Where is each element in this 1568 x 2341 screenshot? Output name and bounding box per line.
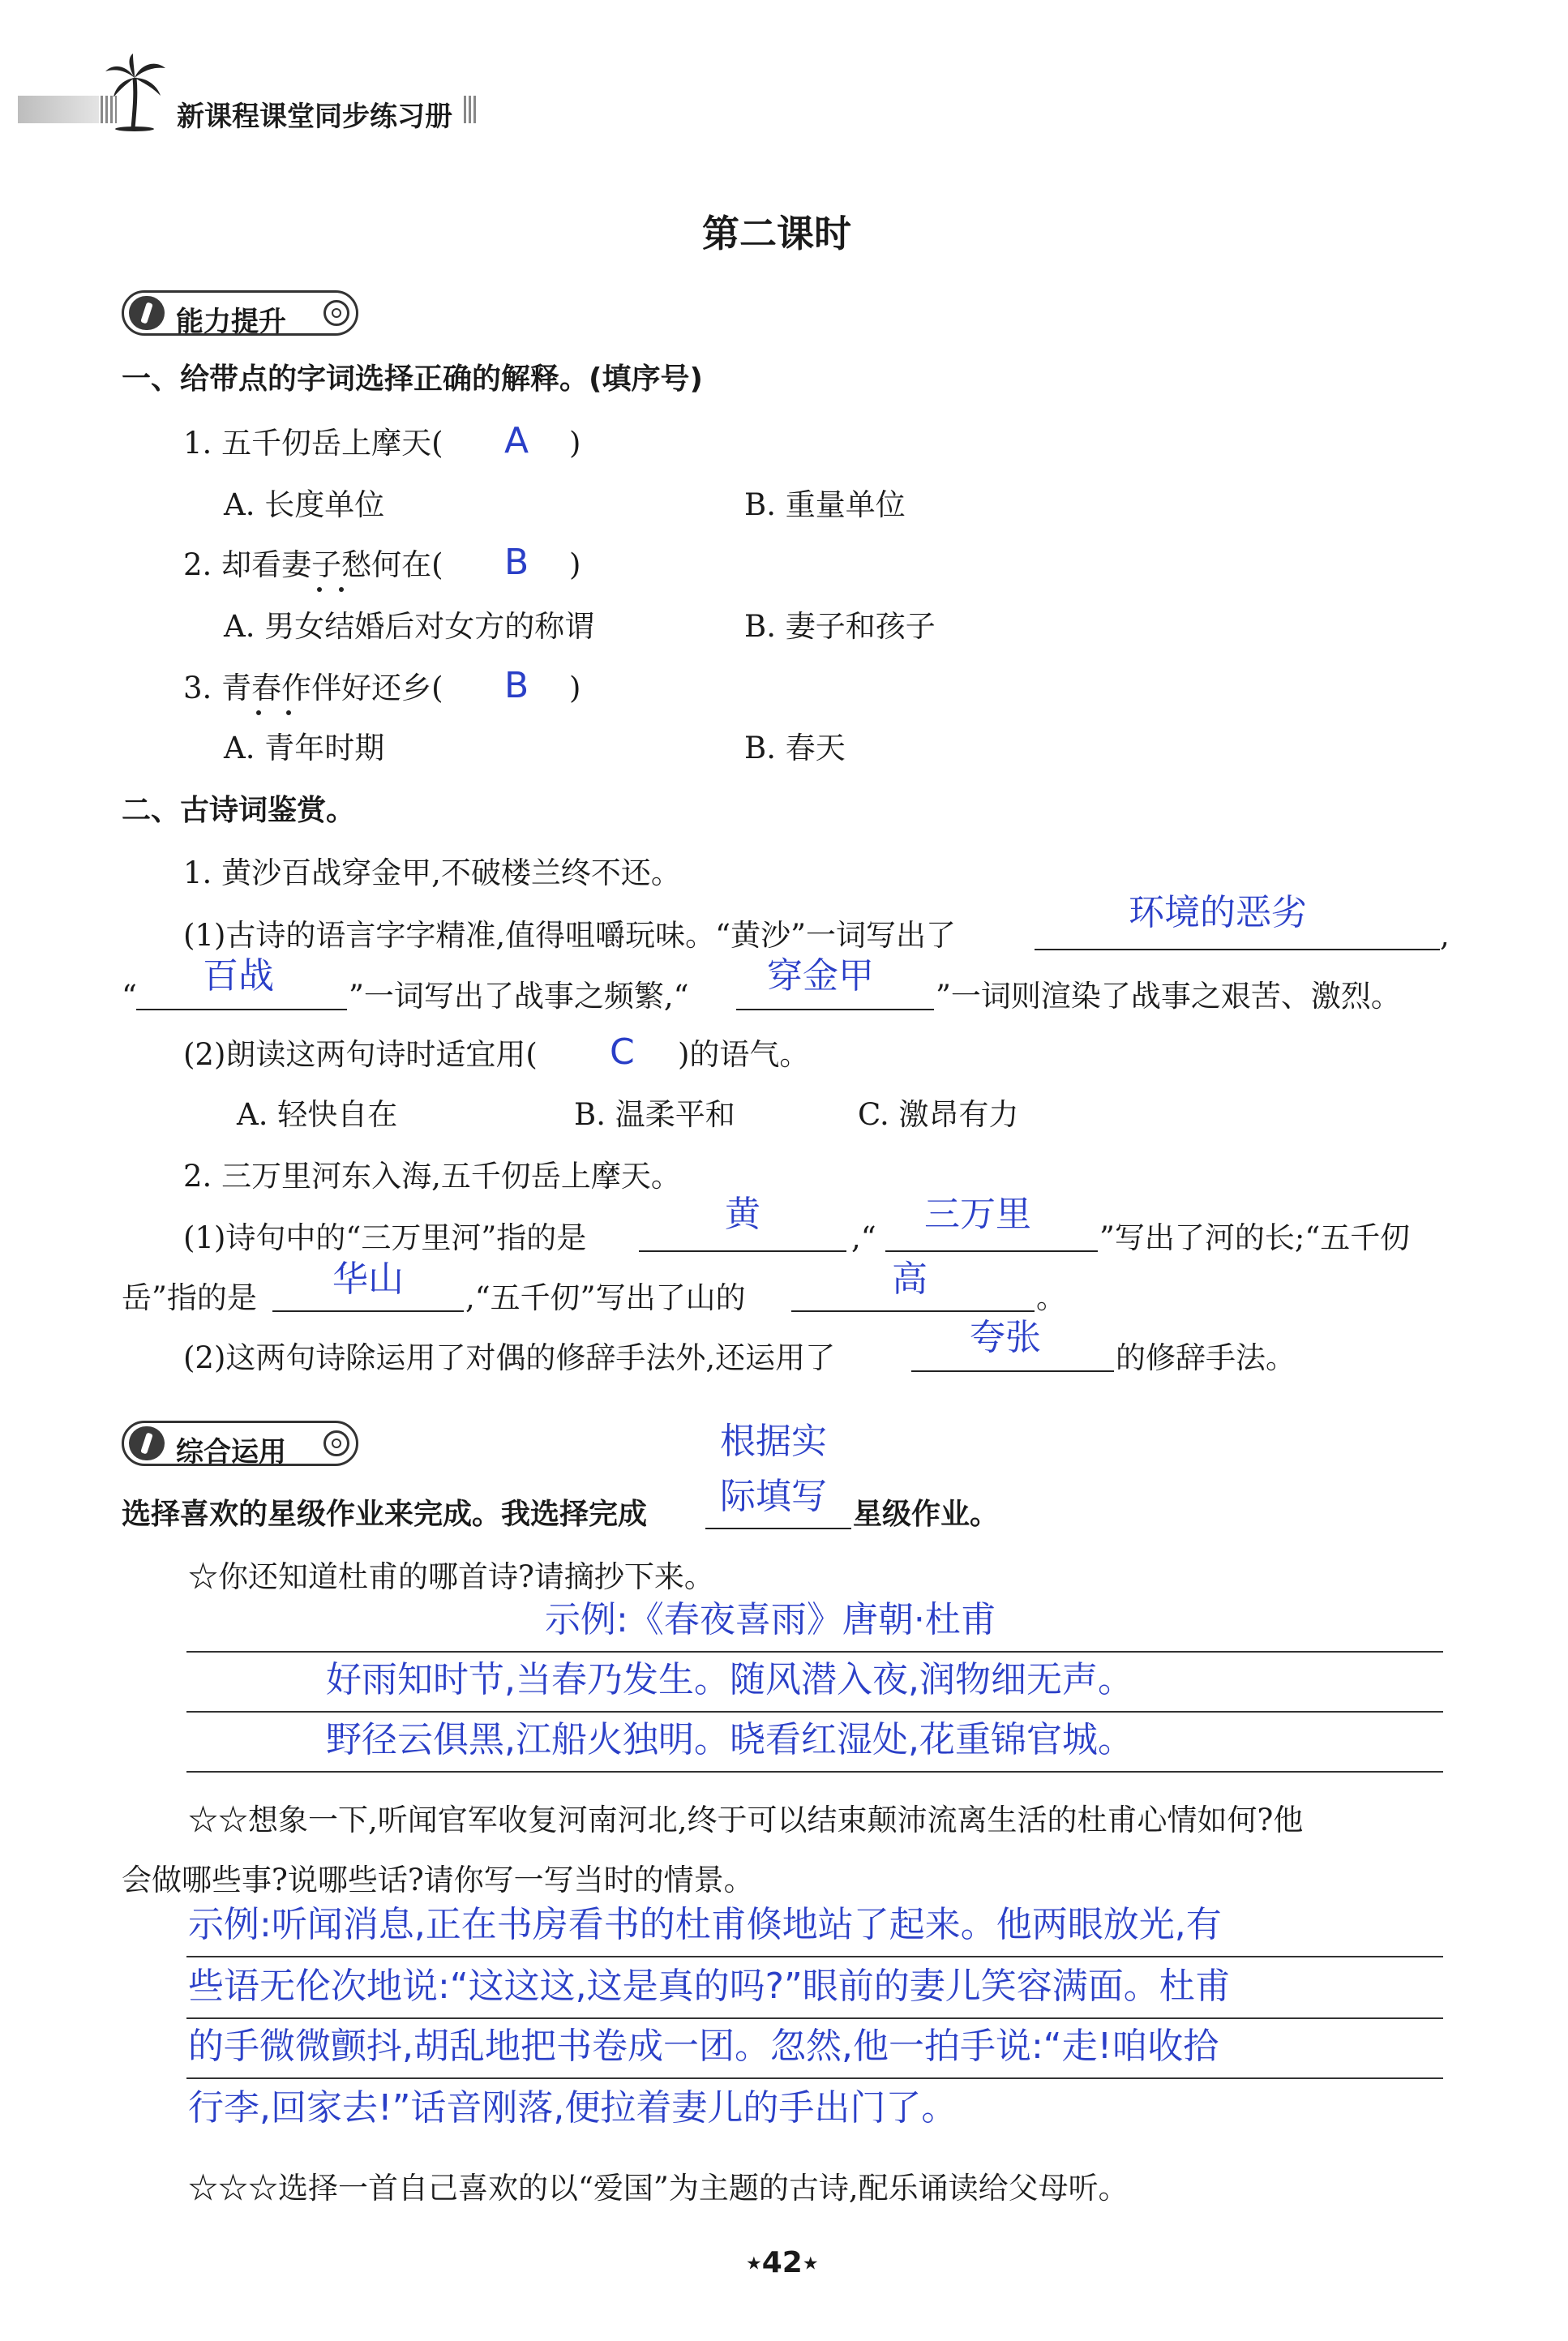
- page-number-text: 42: [761, 2246, 803, 2279]
- emphasis-dot: [256, 710, 261, 715]
- blank-line: [885, 1250, 1098, 1252]
- q2-p1-open-quote: “: [122, 979, 137, 1014]
- q2-p1-comma: ,: [1440, 918, 1450, 953]
- q3-star1-answer-line1: 示例:《春夜喜雨》唐朝·杜甫: [545, 1599, 996, 1640]
- q3-star2-line2: 会做哪些事?说哪些话?请你写一写当时的情景。: [122, 1863, 754, 1897]
- q2-p2-line2c: 。: [1036, 1280, 1066, 1315]
- q1-item2-opt-a: A. 男女结婚后对女方的称谓: [224, 609, 595, 644]
- q1-item1-answer: A: [504, 420, 529, 461]
- q2-p2-line2b: ,“五千仞”写出了山的: [465, 1280, 746, 1315]
- q3-star2-answer-line3: 的手微微颤抖,胡乱地把书卷成一团。忽然,他一拍手说:“走!咱收拾: [188, 2026, 1219, 2067]
- q3-star1: ☆你还知道杜甫的哪首诗?请摘抄下来。: [188, 1559, 714, 1594]
- q2-p2-line3a: (2)这两句诗除运用了对偶的修辞手法外,还运用了: [183, 1340, 836, 1375]
- blank-line: [1035, 949, 1440, 950]
- answer-rule: [186, 1771, 1443, 1773]
- q2-p1-answer4: C: [610, 1031, 635, 1073]
- answer-rule: [186, 1651, 1443, 1653]
- q3-intro-answer-line1: 根据实: [720, 1421, 827, 1462]
- q2-p2-line1a: (1)诗句中的“三万里河”指的是: [183, 1220, 587, 1255]
- q1-item2-answer: B: [504, 542, 529, 583]
- section-label-text: 综合运用: [176, 1436, 286, 1468]
- q2-p1-mid: ”一词写出了战事之频繁,“: [349, 979, 689, 1014]
- star-icon: ★: [802, 2253, 819, 2275]
- q1-item2-opt-b: B. 妻子和孩子: [744, 609, 936, 644]
- q1-item3-opt-a: A. 青年时期: [224, 731, 385, 765]
- q2-p2-line2a: 岳”指的是: [122, 1280, 257, 1315]
- answer-rule: [186, 2077, 1443, 2079]
- q2-p2-answer3: 华山: [332, 1258, 404, 1300]
- ring-icon: [323, 1430, 349, 1456]
- series-title: 新课程课堂同步练习册: [177, 101, 452, 133]
- blank-line: [736, 1009, 934, 1010]
- answer-rule: [186, 2017, 1443, 2019]
- q2-p1-answer3: 穿金甲: [767, 955, 874, 997]
- q3-star1-answer-line2: 好雨知时节,当春乃发生。随风潜入夜,润物细无声。: [326, 1659, 1133, 1700]
- blank-line: [791, 1310, 1035, 1312]
- q1-item1-stem: 1. 五千仞岳上摩天(: [183, 426, 443, 461]
- pencil-icon: [129, 1426, 165, 1460]
- q1-item1-opt-a: A. 长度单位: [224, 487, 385, 522]
- q1-item3-answer: B: [504, 665, 529, 706]
- q2-p2-line1c: ”写出了河的长;“五千仞: [1099, 1220, 1411, 1255]
- q3-star1-answer-line3: 野径云俱黑,江船火独明。晓看红湿处,花重锦官城。: [326, 1719, 1133, 1760]
- header-stripes-right: [464, 96, 477, 123]
- q2-p2-line1b: ,“: [851, 1220, 876, 1255]
- q2-p2-line3b: 的修辞手法。: [1116, 1340, 1296, 1375]
- emphasis-dot: [317, 587, 322, 592]
- q2-poem2: 2. 三万里河东入海,五千仞岳上摩天。: [183, 1159, 681, 1194]
- q2-p1-end: ”一词则渲染了战事之艰苦、激烈。: [936, 979, 1401, 1014]
- q1-item2-stem: 2. 却看妻子愁何在(: [183, 547, 443, 582]
- q2-p1-line3: (2)朗读这两句诗时适宜用(: [183, 1037, 538, 1072]
- q1-title: 一、给带点的字词选择正确的解释。(填序号): [122, 362, 703, 396]
- q3-star2-answer-line2: 些语无伦次地说:“这这这,这是真的吗?”眼前的妻儿笑容满面。杜甫: [188, 1966, 1231, 2007]
- q2-p2-answer5: 夸张: [970, 1317, 1041, 1358]
- q3-intro-answer-line2: 际填写: [720, 1476, 827, 1517]
- q1-item3-opt-b: B. 春天: [744, 731, 846, 765]
- blank-line: [136, 1009, 347, 1010]
- q2-title: 二、古诗词鉴赏。: [122, 794, 356, 827]
- emphasis-dot: [339, 587, 344, 592]
- q2-p2-answer4: 高: [892, 1258, 928, 1300]
- q2-p1-line3-end: )的语气。: [678, 1037, 810, 1072]
- q1-item3-close: ): [569, 671, 581, 705]
- q1-item2-close: ): [569, 547, 581, 582]
- q2-p1-opt-b: B. 温柔平和: [574, 1097, 735, 1132]
- q1-item1-opt-b: B. 重量单位: [744, 487, 906, 522]
- palm-tree-icon: [102, 54, 167, 131]
- header-bar: [18, 96, 99, 123]
- q2-p2-answer2: 三万里: [924, 1194, 1031, 1235]
- blank-line: [911, 1370, 1114, 1372]
- answer-rule: [186, 1956, 1443, 1957]
- page-title: 第二课时: [702, 212, 851, 255]
- q1-item1-close: ): [569, 426, 581, 461]
- q3-star3: ☆☆☆选择一首自己喜欢的以“爱国”为主题的古诗,配乐诵读给父母听。: [188, 2171, 1129, 2206]
- q3-intro-b: 星级作业。: [853, 1498, 1000, 1531]
- q3-star2-line1: ☆☆想象一下,听闻官军收复河南河北,终于可以结束颠沛流离生活的杜甫心情如何?他: [188, 1803, 1304, 1837]
- q2-p1-opt-a: A. 轻快自在: [237, 1097, 398, 1132]
- section-label-text: 能力提升: [176, 306, 286, 338]
- q2-p1-opt-c: C. 激昂有力: [858, 1097, 1019, 1132]
- section-label-ability: [122, 290, 358, 336]
- q1-item3-stem: 3. 青春作伴好还乡(: [183, 671, 443, 705]
- q3-star2-answer-line1: 示例:听闻消息,正在书房看书的杜甫倏地站了起来。他两眼放光,有: [188, 1904, 1222, 1945]
- page-number: [746, 2246, 819, 2279]
- star-icon: ★: [746, 2253, 762, 2275]
- q2-poem1: 1. 黄沙百战穿金甲,不破楼兰终不还。: [183, 855, 681, 890]
- ring-icon: [323, 300, 349, 326]
- answer-rule: [186, 1711, 1443, 1713]
- q2-p1-answer1: 环境的恶劣: [1129, 892, 1307, 933]
- q3-intro-a: 选择喜欢的星级作业来完成。我选择完成: [122, 1498, 648, 1531]
- pencil-icon: [129, 296, 165, 330]
- q2-p2-answer1: 黄: [725, 1194, 760, 1235]
- emphasis-dot: [286, 710, 291, 715]
- section-label-application: [122, 1421, 358, 1466]
- blank-line: [639, 1250, 846, 1252]
- q2-p1-line1: (1)古诗的语言字字精准,值得咀嚼玩味。“黄沙”一词写出了: [183, 918, 957, 953]
- q3-star2-answer-line4: 行李,回家去!”话音刚落,便拉着妻儿的手出门了。: [188, 2087, 958, 2129]
- blank-line: [705, 1528, 851, 1529]
- q2-p1-answer2: 百战: [203, 955, 274, 997]
- blank-line: [272, 1310, 464, 1312]
